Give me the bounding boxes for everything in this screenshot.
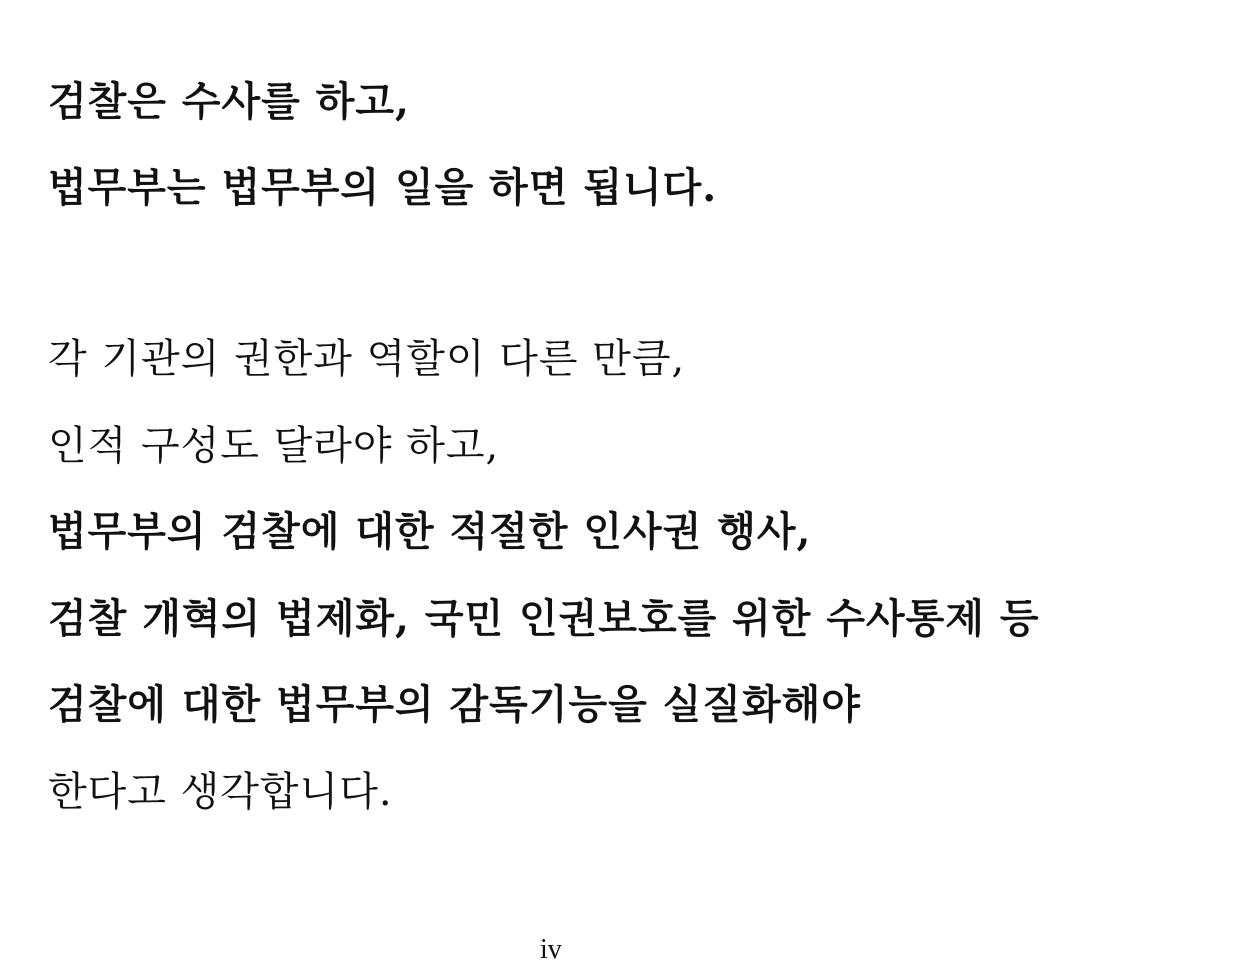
text-line: 검찰 개혁의 법제화, 국민 인권보호를 위한 수사통제 등	[48, 595, 1040, 642]
text-line: 인적 구성도 달라야 하고,	[48, 423, 500, 469]
text-line: 각 기관의 권한과 역할이 다른 만큼,	[48, 336, 686, 382]
text-line: 검찰은 수사를 하고,	[48, 78, 410, 125]
text-line: 한다고 생각합니다.	[48, 769, 393, 815]
text-line: 검찰에 대한 법무부의 감독기능을 실질화해야	[48, 681, 861, 728]
text-line: 법무부는 법무부의 일을 하면 됩니다.	[48, 164, 718, 211]
text-line: 법무부의 검찰에 대한 적절한 인사권 행사,	[48, 508, 812, 555]
page-number: iv	[540, 934, 562, 965]
